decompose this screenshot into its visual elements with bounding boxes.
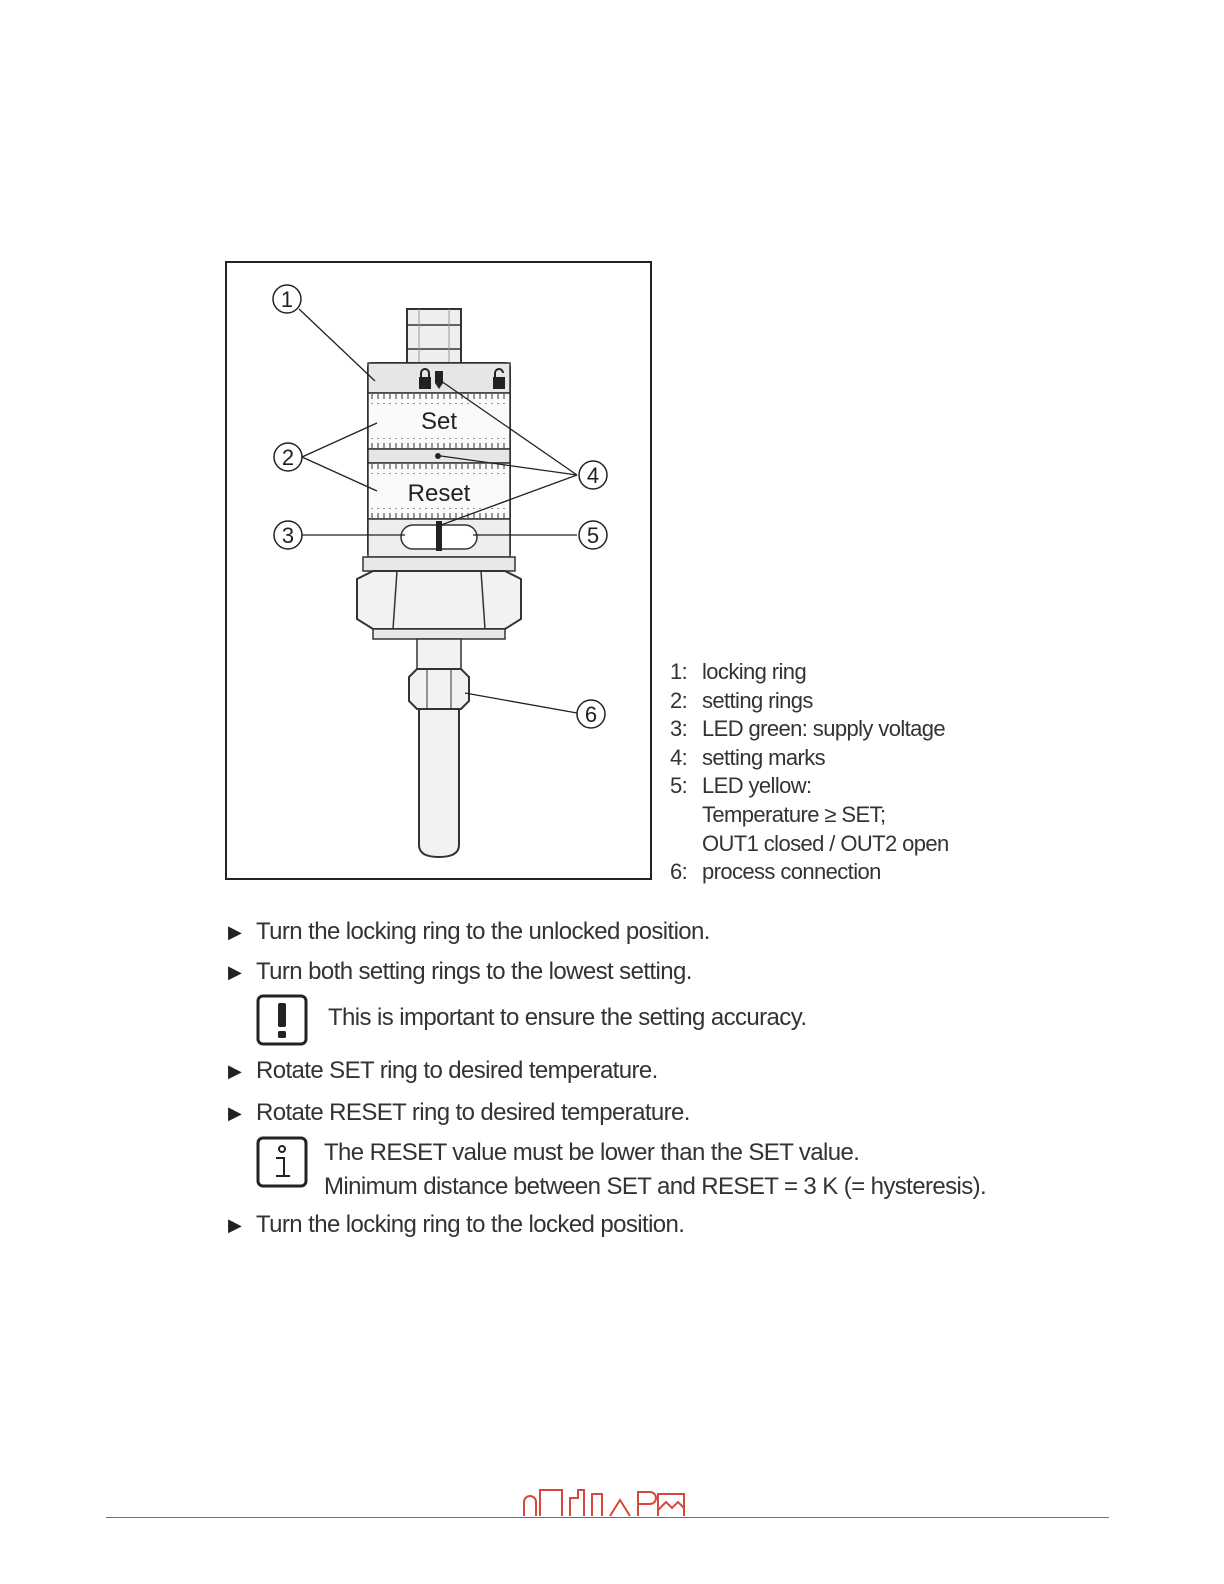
legend-item: 6: process connection [670,859,881,885]
legend-item: Temperature ≥ SET; [702,801,886,827]
triangle-bullet-icon: ▶ [228,1102,242,1123]
info-text-line: The RESET value must be lower than the SET value. [324,1139,860,1166]
info-note [256,1136,986,1204]
legend-item: 3: LED green: supply voltage [670,716,946,742]
exclamation-icon [256,994,308,1046]
set-ring-label: Set [420,408,458,435]
callout-2: 2 [281,445,295,470]
figure-legend [670,658,1030,887]
legend-item: 5: LED yellow: [670,773,812,799]
device-figure [225,261,652,880]
step-rotate-set: ▶ Rotate SET ring to desired temperature. [228,1057,658,1084]
step-unlock: ▶ Turn the locking ring to the unlocked position. [228,918,710,945]
legend-item: OUT1 closed / OUT2 open [702,830,949,856]
info-icon [256,1136,308,1188]
footer-logo-icon [520,1484,690,1520]
triangle-bullet-icon: ▶ [228,1060,242,1081]
temperature-switch-drawing [227,263,654,882]
callout-5: 5 [586,523,600,548]
callout-4: 4 [586,463,600,488]
legend-item: 4: setting marks [670,744,826,770]
callout-1: 1 [280,287,294,312]
legend-item: 2: setting rings [670,687,813,713]
callout-6: 6 [584,702,598,727]
step-lock: ▶ Turn the locking ring to the locked position. [228,1211,685,1238]
triangle-bullet-icon: ▶ [228,1214,242,1235]
legend-item: 1: locking ring [670,659,807,684]
step-lowest-setting: ▶ Turn both setting rings to the lowest setting. [228,958,692,985]
triangle-bullet-icon: ▶ [228,921,242,942]
reset-ring-label: Reset [407,480,471,507]
info-text-line: Minimum distance between SET and RESET = 3 K (= hysteresis). [324,1173,987,1200]
triangle-bullet-icon: ▶ [228,961,242,982]
callout-3: 3 [281,523,295,548]
warning-note [256,994,806,1046]
step-rotate-reset: ▶ Rotate RESET ring to desired temperature. [228,1099,690,1126]
warning-text: This is important to ensure the setting accuracy. [328,1004,807,1031]
